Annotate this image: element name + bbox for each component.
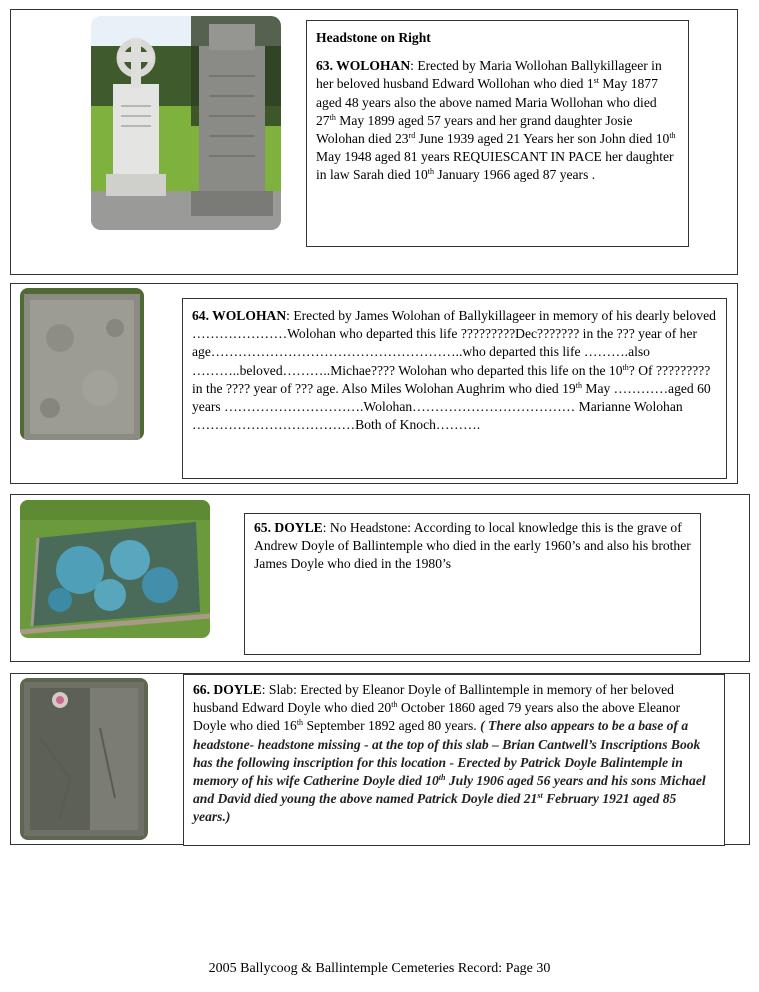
entry-66-text <box>183 674 725 846</box>
entry-name: 66. DOYLE <box>193 682 262 697</box>
entry-65-inscription: 65. DOYLE: No Headstone: According to local knowledge this is the grave of Andrew Doyle of Ballintemple who died in the early 1960’s and also his brother James Doyle who died in the 1980’s <box>254 520 691 572</box>
entry-name: 65. DOYLE <box>254 520 323 535</box>
slab-photo-66 <box>20 678 148 840</box>
entry-name: 64. WOLOHAN <box>192 308 287 323</box>
entry-64-text <box>182 298 727 479</box>
entry-66-note: ( There also appears to be a base of a headstone- headstone missing - at the top of this slab – Brian Cantwell’s Inscriptions Book has the following inscription for this location - Erected by Patrick Doyle Balintemple in memory of his wife Catherine Doyle died 10th July 1906 aged 56 years and his sons Michael and David died young the above named Patrick Doyle died 21st February 1921 aged 85 years.) <box>193 718 706 825</box>
entry-66-inscription: 66. DOYLE: Slab: Erected by Eleanor Doyle of Ballintemple in memory of her beloved husband Edward Doyle who died 20th October 1860 aged 79 years also the above Eleanor Doyle who died 16th September 1892 aged 80 years. ( There also appears to be a base of a headstone- headstone missing - at the top of this slab – Brian Cantwell’s Inscriptions Book has the following inscription for this location - Erected by Patrick Doyle Balintemple in memory of his wife Catherine Doyle died 10th July 1906 aged 56 years and his sons Michael and David died young the above named Patrick Doyle died 21st February 1921 aged 85 years.) <box>193 682 706 825</box>
entry-name: 63. WOLOHAN <box>316 58 411 74</box>
headstone-photo-63 <box>91 16 281 230</box>
entry-64-inscription: 64. WOLOHAN: Erected by James Wolohan of Ballykillageer in memory of his dearly beloved …………………Wolohan who departed this life ?????????Dec??????? in the ??? year of her age………………………………………………..who departed this life ……….also ………..beloved………..Michae???? Wolohan who departed this life on the 10th? Of ????????? in the ???? year of ??? age. Also Miles Wolohan Aughrim who died 19th May …………aged 60 years ………………………….Wolohan……………………………… Marianne Wolohan ………………………………Both of Knoch………. <box>192 308 716 433</box>
entry-65-text <box>244 513 701 655</box>
entry-heading: Headstone on Right <box>316 30 431 45</box>
entry-63-inscription: 63. WOLOHAN: Erected by Maria Wollohan Ballykillageer in her beloved husband Edward Wollohan who died 1st May 1877 aged 48 years also the above named Maria Wollohan who died 27th May 1899 aged 57 years and her grand daughter Josie Wolohan died 23rd June 1939 aged 21 Years her son John died 10th May 1948 aged 81 years REQUIESCANT IN PACE her daughter in law Sarah died 10th January 1966 aged 87 years . <box>316 58 676 183</box>
grave-photo-65 <box>20 500 210 638</box>
entry-63-text <box>306 20 689 247</box>
headstone-photo-64 <box>20 288 144 440</box>
page-footer: 2005 Ballycoog & Ballintemple Cemeteries Record: Page 30 <box>208 961 551 976</box>
